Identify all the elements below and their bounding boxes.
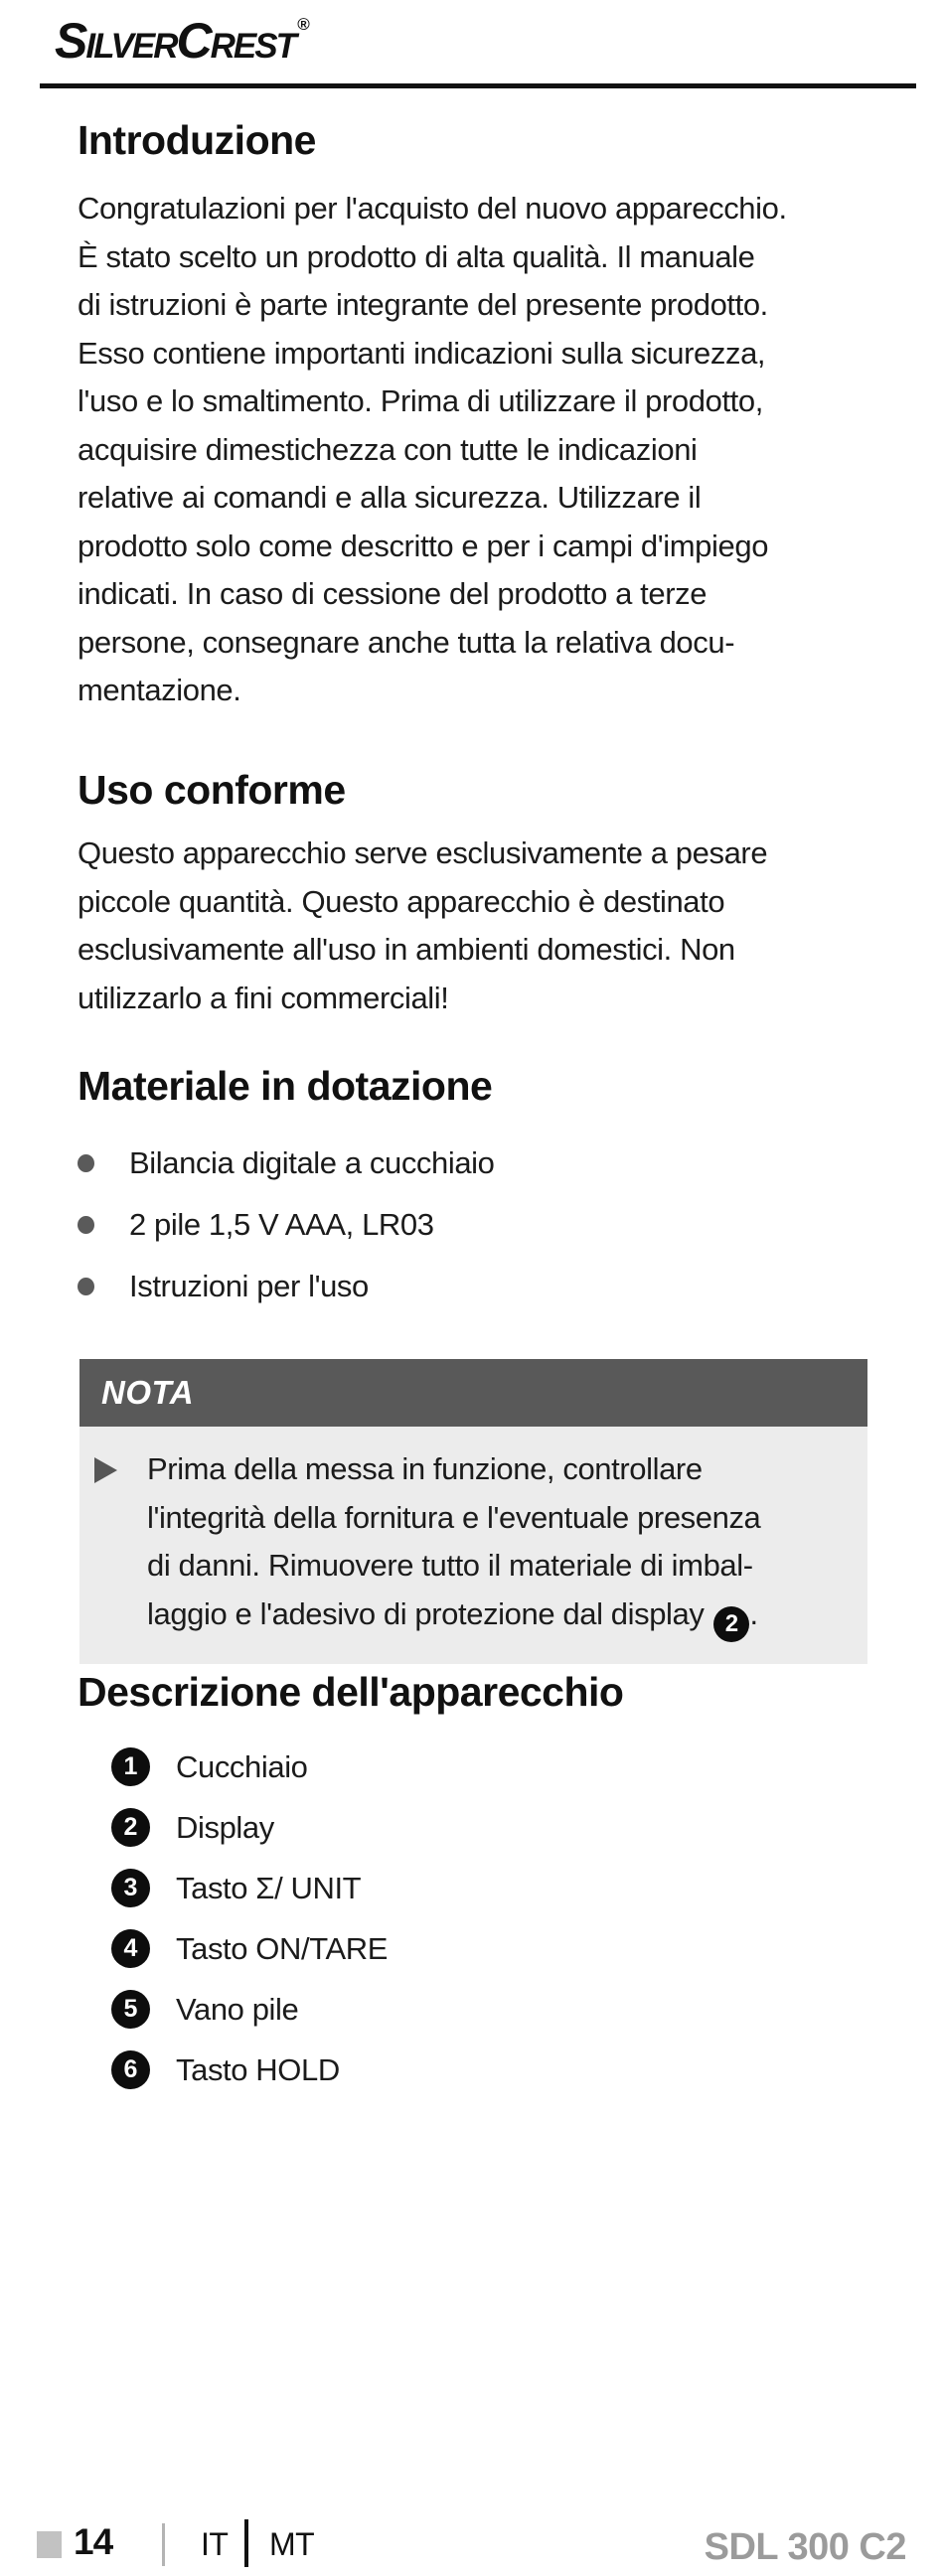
device-part-label: Tasto HOLD (176, 2051, 340, 2087)
list-item (78, 1133, 495, 1194)
circled-number-2-badge: 2 (713, 1606, 749, 1642)
paragraph-line: l'uso e lo smaltimento. Prima di utilizzare il prodotto, (78, 383, 763, 418)
note-line: Prima della messa in funzione, controllare (147, 1451, 703, 1486)
section-title-descrizione: Descrizione dell'apparecchio (78, 1669, 624, 1715)
device-part-label: Display (176, 1809, 274, 1845)
paragraph-line: acquisire dimestichezza con tutte le indicazioni (78, 431, 698, 467)
circled-number-badge: 2 (111, 1808, 150, 1847)
section-title-uso-conforme: Uso conforme (78, 767, 346, 813)
note-last-line-text: laggio e l'adesivo di protezione dal display (147, 1595, 705, 1631)
paragraph-line: esclusivamente all'uso in ambienti domestici. Non (78, 932, 735, 967)
device-parts-list (111, 1737, 388, 2100)
paragraph-line: relative ai comandi e alla sicurezza. Utilizzare il (78, 480, 702, 515)
note-box-title: NOTA (101, 1374, 195, 1411)
paragraph-line: utilizzarlo a fini commerciali! (78, 980, 449, 1015)
bullet-icon (78, 1154, 94, 1172)
device-part-label: Cucchiaio (176, 1748, 308, 1784)
model-number: SDL 300 C2 (704, 2526, 906, 2568)
paragraph-line: piccole quantità. Questo apparecchio è destinato (78, 883, 725, 919)
list-item (78, 1194, 495, 1256)
device-part-label: Vano pile (176, 1991, 299, 2027)
note-box-body (79, 1427, 867, 1664)
device-part-row (111, 1979, 388, 2040)
note-box-header (79, 1359, 867, 1427)
brand-logo-text: SilverCrest (55, 13, 295, 69)
circled-number-badge: 6 (111, 2050, 150, 2089)
registered-trademark-icon: ® (296, 15, 310, 34)
circled-number-badge: 4 (111, 1929, 150, 1968)
paragraph-line: Congratulazioni per l'acquisto del nuovo apparecchio. (78, 191, 787, 226)
section-title-materiale: Materiale in dotazione (78, 1063, 493, 1109)
note-period: . (749, 1595, 758, 1631)
paragraph-line: Esso contiene importanti indicazioni sulla sicurezza, (78, 335, 766, 371)
circled-number-badge: 5 (111, 1990, 150, 2029)
brand-logo (55, 12, 309, 70)
bullet-icon (78, 1278, 94, 1295)
device-part-label: Tasto ON/TARE (176, 1930, 388, 1966)
paragraph-line: indicati. In caso di cessione del prodotto a terze (78, 576, 708, 611)
circled-number-badge: 3 (111, 1869, 150, 1907)
section-title-introduzione: Introduzione (78, 117, 316, 163)
note-box (79, 1359, 867, 1664)
note-line: di danni. Rimuovere tutto il materiale di imbal- (147, 1548, 753, 1583)
bullet-icon (78, 1216, 94, 1234)
list-item (78, 1256, 495, 1317)
note-item (79, 1445, 867, 1642)
device-part-row (111, 1858, 388, 1918)
device-part-label: Tasto Σ/ UNIT (176, 1870, 362, 1905)
circled-number-badge: 1 (111, 1747, 150, 1786)
device-part-row (111, 1737, 388, 1797)
uso-conforme-paragraph (78, 830, 767, 1022)
intro-paragraph (78, 185, 787, 715)
footer-language-mt: MT (269, 2526, 315, 2562)
paragraph-line: persone, consegnare anche tutta la relativa docu- (78, 624, 735, 660)
device-part-row (111, 1797, 388, 1858)
footer-language-it: IT (201, 2526, 229, 2562)
footer-thin-divider (162, 2523, 165, 2566)
paragraph-line: di istruzioni è parte integrante del presente prodotto. (78, 287, 768, 322)
materiale-bullet-list (78, 1133, 495, 1317)
header-divider (40, 83, 916, 88)
paragraph-line: È stato scelto un prodotto di alta qualità. Il manuale (78, 238, 755, 274)
footer-square-marker (37, 2531, 62, 2558)
bullet-label: Bilancia digitale a cucchiaio (129, 1145, 495, 1180)
bullet-label: 2 pile 1,5 V AAA, LR03 (129, 1207, 434, 1242)
device-part-row (111, 1918, 388, 1979)
paragraph-line: prodotto solo come descritto e per i campi d'impiego (78, 528, 769, 563)
bullet-label: Istruzioni per l'uso (129, 1269, 369, 1303)
note-last-line (147, 1591, 867, 1642)
arrow-right-icon (94, 1457, 117, 1483)
paragraph-line: Questo apparecchio serve esclusivamente a pesare (78, 835, 768, 870)
footer-language-divider (244, 2519, 248, 2567)
note-line: l'integrità della fornitura e l'eventuale presenza (147, 1499, 761, 1535)
page-number: 14 (74, 2521, 113, 2562)
device-part-row (111, 2040, 388, 2100)
paragraph-line: mentazione. (78, 673, 241, 707)
